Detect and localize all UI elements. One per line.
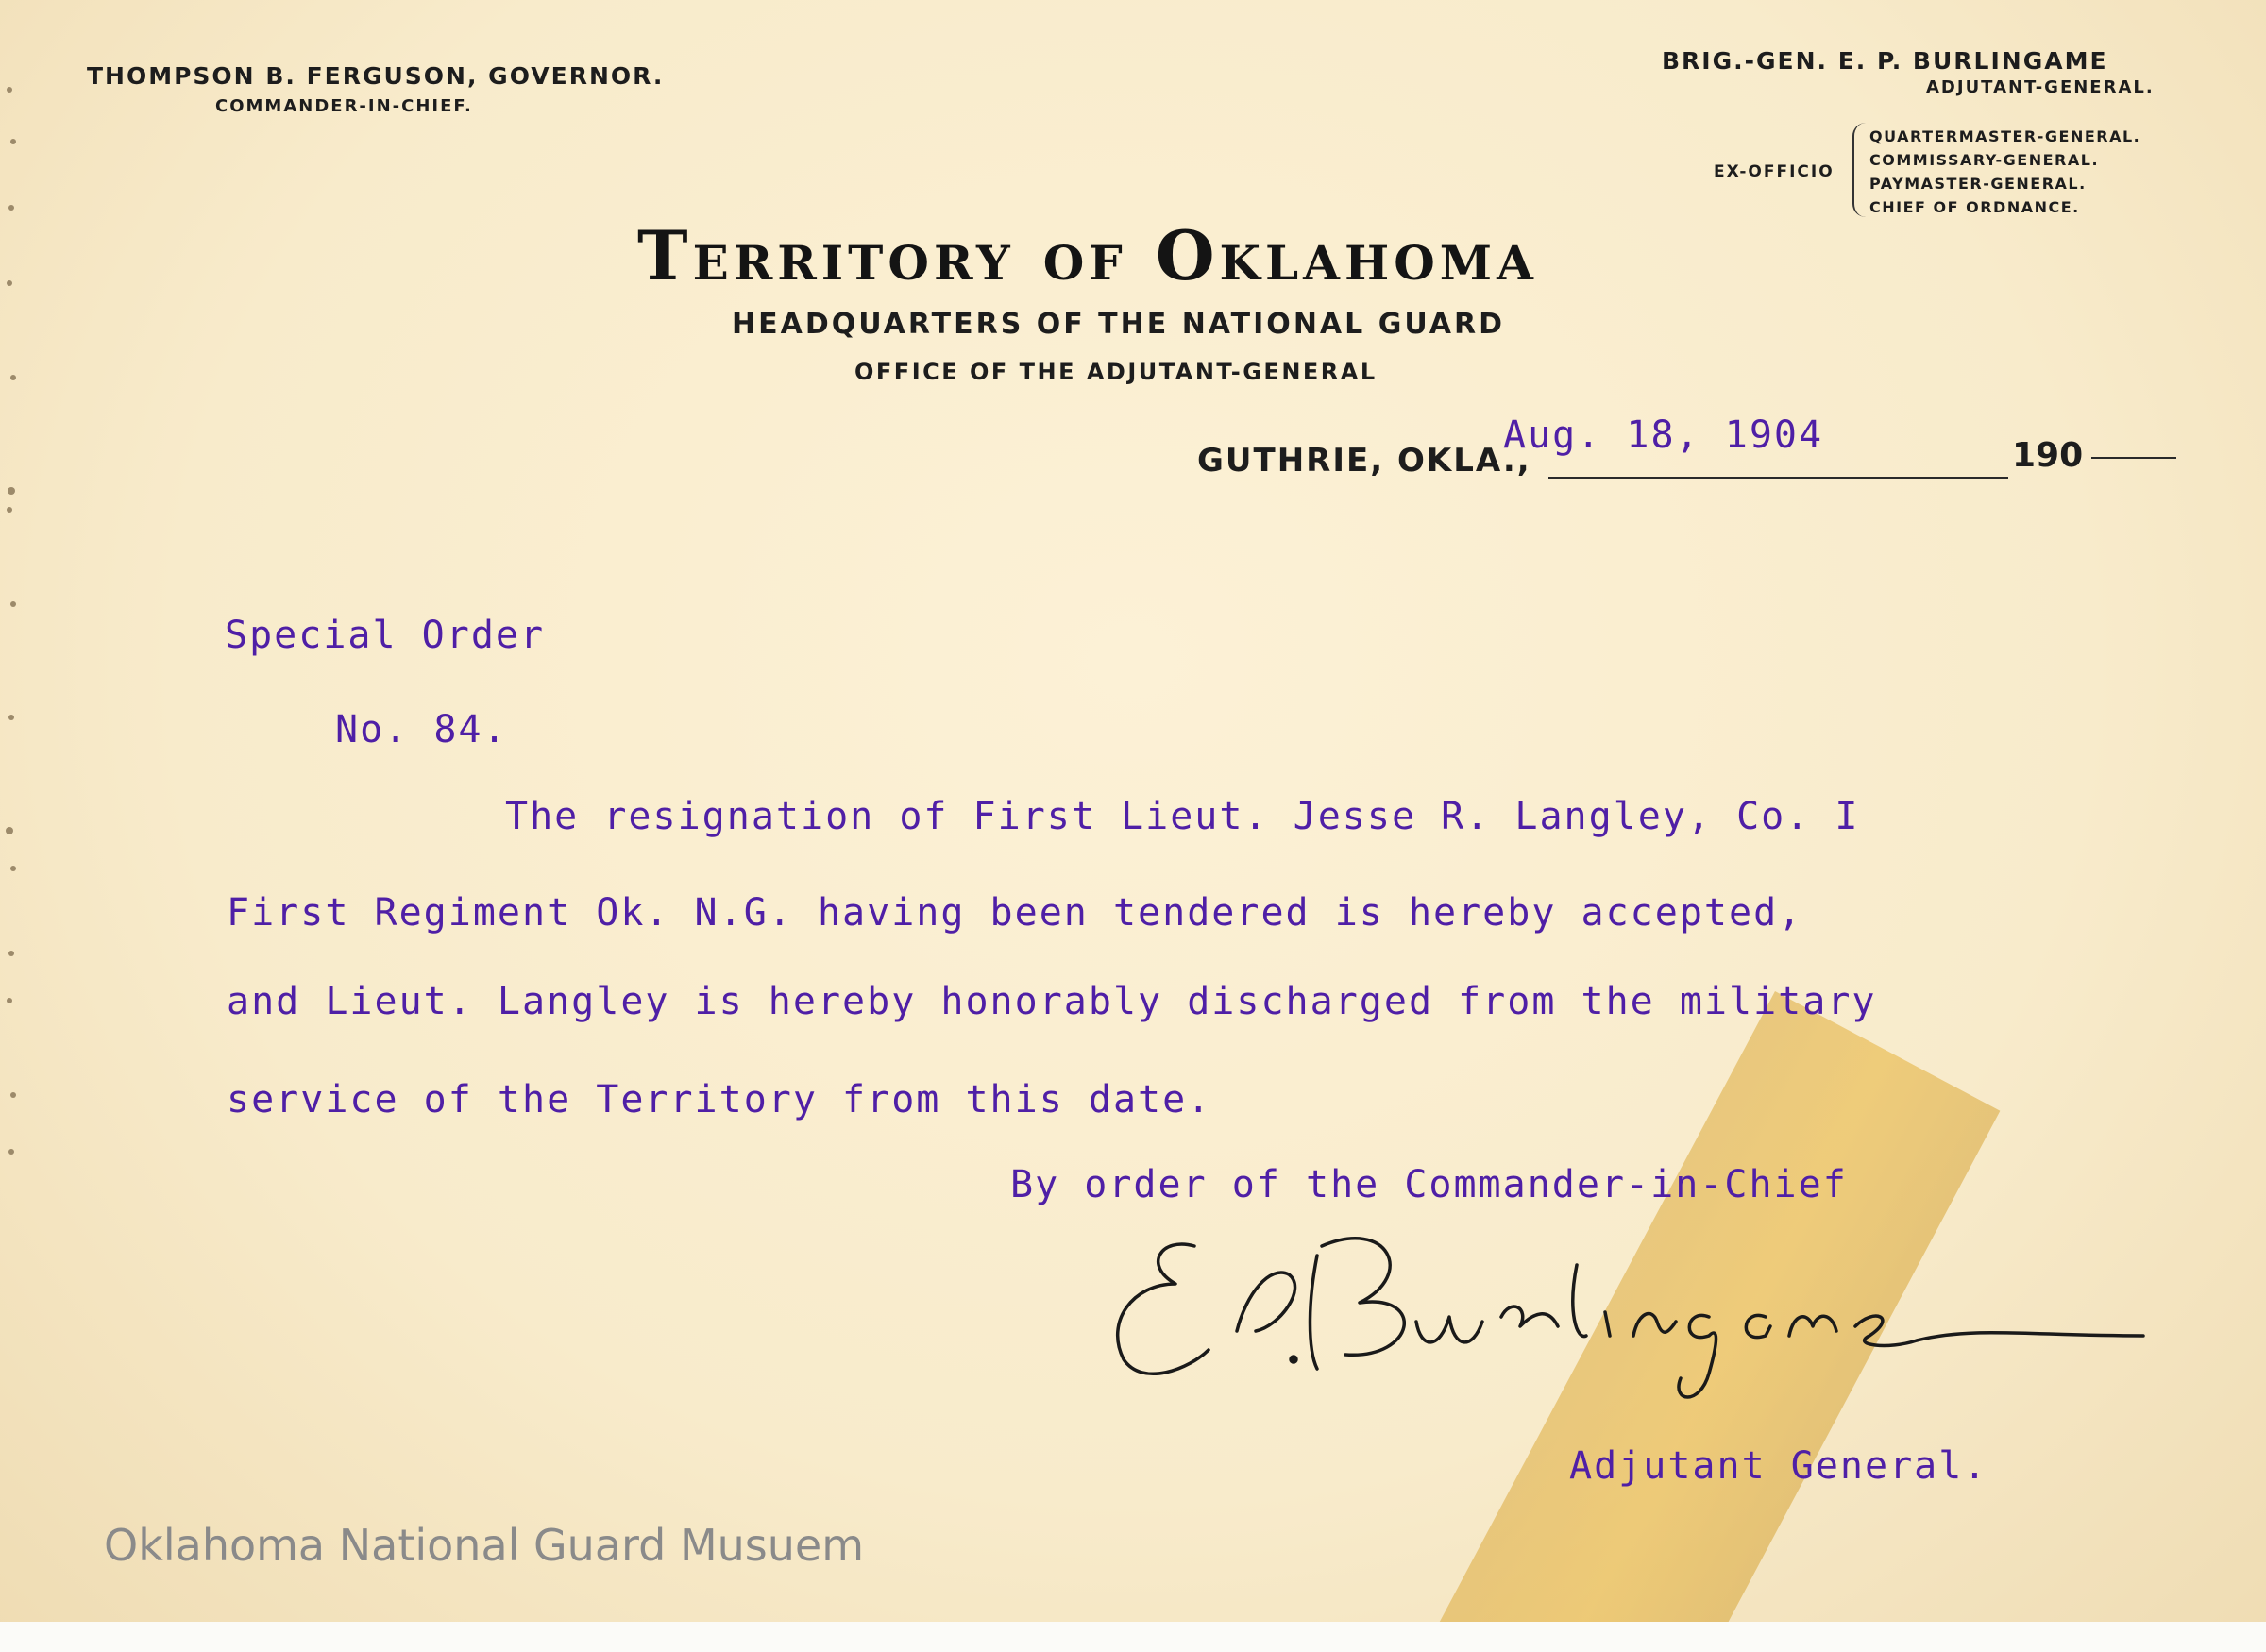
order-heading: Special Order [225,614,546,657]
letter-date: Aug. 18, 1904 [1503,413,1824,457]
body-line: The resignation of First Lieut. Jesse R. Langley, Co. I [505,795,1860,838]
binding-holes [0,0,28,1652]
museum-watermark: Oklahoma National Guard Musuem [104,1520,865,1571]
body-line: First Regiment Ok. N.G. having been tendered is hereby accepted, [227,891,1803,935]
order-number: No. 84. [335,708,508,751]
ex-officio-label: EX-OFFICIO [1714,162,1835,181]
body-line: service of the Territory from this date. [227,1078,1212,1121]
year-rule [2091,457,2176,459]
letterhead-subtitle: HEADQUARTERS OF THE NATIONAL GUARD [732,308,1505,341]
ex-officio-duties [1869,125,2140,219]
duty-item: CHIEF OF ORDNANCE. [1869,198,2080,216]
body-line: and Lieut. Langley is hereby honorably discharged from the military [227,980,1877,1023]
adjutant-general-title: ADJUTANT-GENERAL. [1926,77,2155,97]
duties-brace [1852,123,1869,217]
year-prefix: 190 [2012,436,2084,475]
letterhead-title: Territory of Oklahoma [637,215,1538,295]
governor-name: THOMPSON B. FERGUSON, GOVERNOR. [87,62,665,90]
place-label: GUTHRIE, OKLA., [1197,442,1531,480]
duty-item: QUARTERMASTER-GENERAL. [1869,127,2141,145]
governor-title: COMMANDER-IN-CHIEF. [215,96,473,116]
adjutant-general-name: BRIG.-GEN. E. P. BURLINGAME [1662,47,2108,75]
signer-title: Adjutant General. [1569,1444,1988,1488]
duty-item: COMMISSARY-GENERAL. [1869,151,2100,169]
handwritten-signature [1105,1218,2172,1407]
letterhead-office: OFFICE OF THE ADJUTANT-GENERAL [854,359,1378,385]
duty-item: PAYMASTER-GENERAL. [1869,175,2087,193]
date-rule [1548,477,2008,479]
scan-margin [0,1622,2266,1652]
closing-line: By order of the Commander-in-Chief [1010,1163,1848,1206]
